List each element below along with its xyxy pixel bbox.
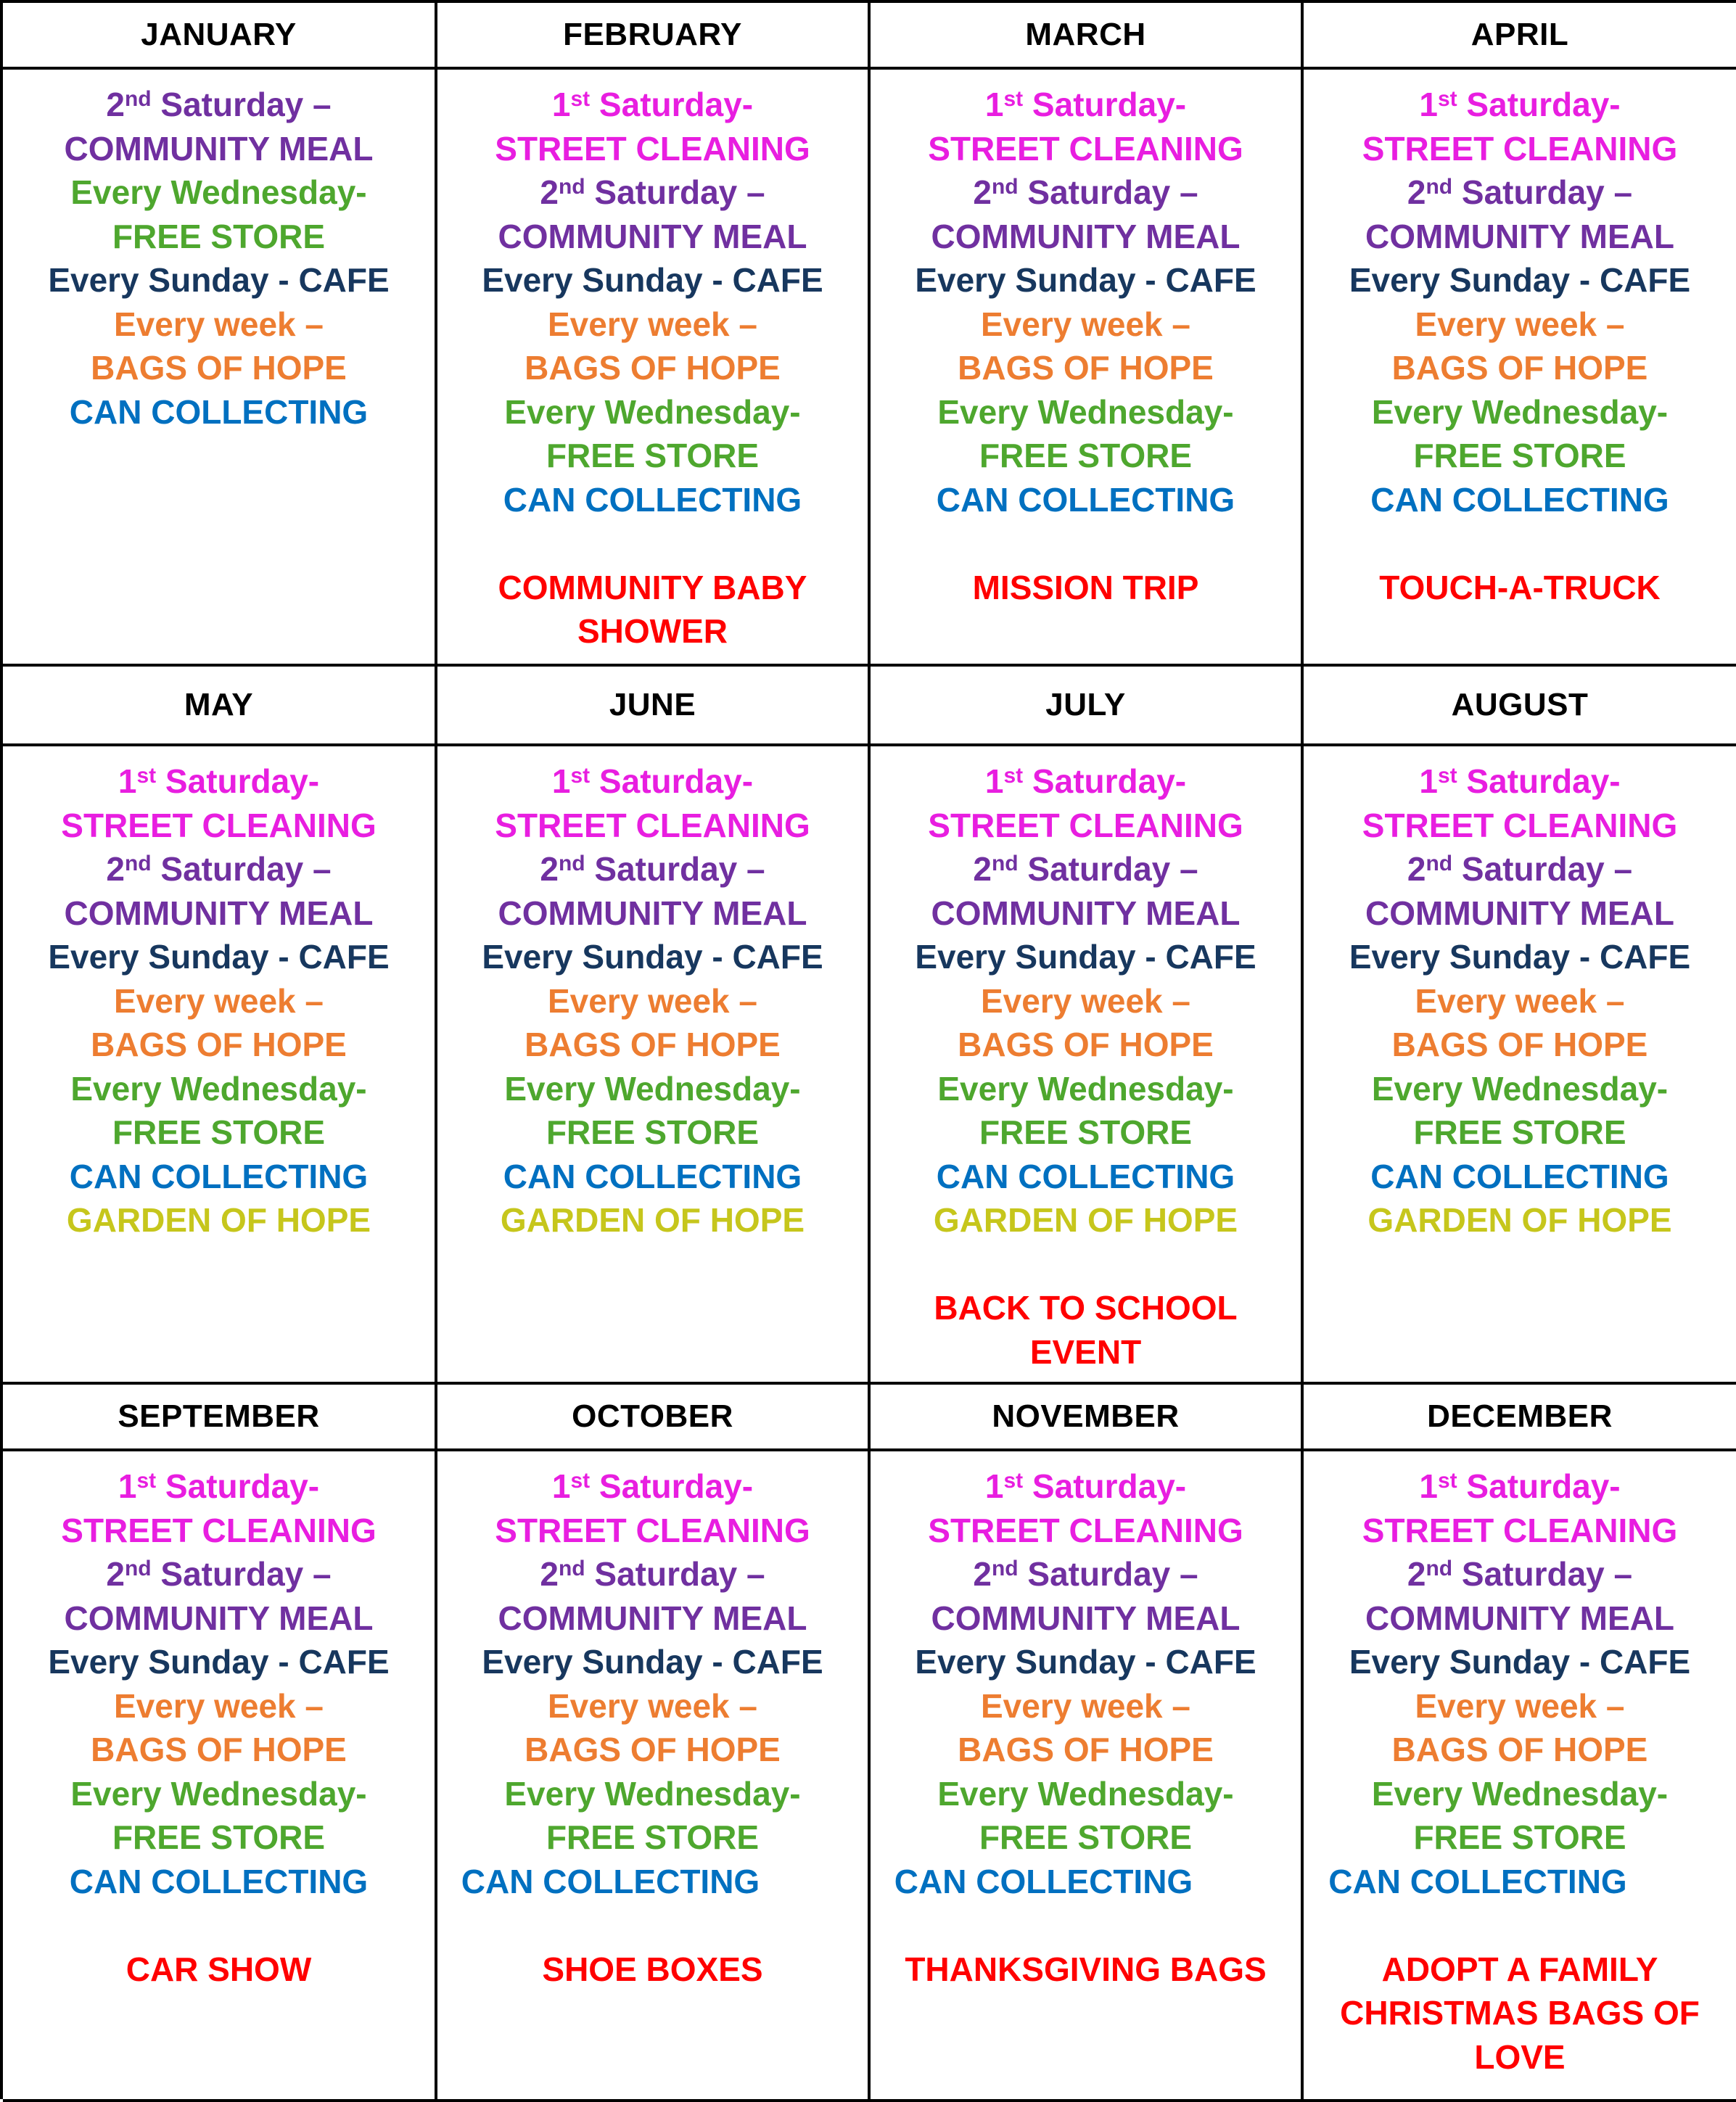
month-header-november: NOVEMBER	[871, 1385, 1304, 1451]
activity-line: FREE STORE	[546, 437, 760, 474]
ordinal-suffix: st	[1003, 87, 1024, 111]
activity-line: COMMUNITY MEAL	[498, 894, 807, 932]
activity-line: COMMUNITY MEAL	[931, 894, 1241, 932]
month-activities-january	[3, 70, 437, 667]
activity-line: FREE STORE	[546, 1113, 760, 1151]
activity-line: CAN COLLECTING	[936, 480, 1235, 519]
activity-line: Every week –	[1415, 1686, 1625, 1725]
activity-line: FREE STORE	[112, 1818, 326, 1856]
activity-line: COMMUNITY MEAL	[931, 217, 1241, 255]
activity-line: 1st Saturday-	[551, 86, 754, 123]
ordinal-suffix: st	[1437, 1469, 1457, 1493]
ordinal-suffix: nd	[1426, 852, 1453, 875]
line-spacer	[3, 1903, 435, 1948]
activity-line: FREE STORE	[1413, 1113, 1626, 1151]
special-event: SHOE BOXES	[542, 1950, 763, 1988]
special-event: LOVE	[1474, 2037, 1566, 2076]
activity-line: COMMUNITY MEAL	[1365, 1599, 1674, 1637]
activity-line: Every week –	[1415, 981, 1625, 1020]
month-activities-september	[3, 1451, 437, 2102]
activity-line: Every week –	[113, 1686, 324, 1725]
activity-line: 2nd Saturday –	[106, 1555, 332, 1593]
activity-line: GARDEN OF HOPE	[933, 1201, 1238, 1239]
activity-line: COMMUNITY MEAL	[64, 894, 374, 932]
line-spacer	[437, 1903, 868, 1948]
activity-line: FREE STORE	[112, 1113, 326, 1151]
activity-line: BAGS OF HOPE	[1391, 349, 1648, 387]
activity-line: BAGS OF HOPE	[524, 349, 781, 387]
activity-line: 1st Saturday-	[984, 762, 1187, 800]
activity-line: Every week –	[980, 305, 1190, 343]
ordinal-suffix: st	[1003, 1469, 1024, 1493]
activity-line: COMMUNITY MEAL	[498, 1599, 807, 1637]
ordinal-suffix: nd	[991, 175, 1019, 199]
activity-line: BAGS OF HOPE	[958, 1731, 1214, 1768]
activity-line: STREET CLEANING	[1362, 806, 1678, 844]
ordinal-suffix: nd	[1426, 175, 1453, 199]
activity-line: 1st Saturday-	[984, 1467, 1187, 1505]
month-activities-february	[437, 70, 871, 667]
ordinal-suffix: st	[136, 764, 157, 788]
ordinal-suffix: nd	[558, 175, 585, 199]
activity-line: BAGS OF HOPE	[958, 1026, 1214, 1063]
activity-line: Every Wednesday-	[70, 173, 367, 211]
activity-line: CAN COLLECTING	[69, 392, 369, 431]
ordinal-suffix: nd	[991, 1557, 1019, 1580]
activity-line: STREET CLEANING	[1362, 1511, 1678, 1549]
activity-line: COMMUNITY MEAL	[498, 217, 807, 255]
activity-line: STREET CLEANING	[928, 1511, 1243, 1549]
line-spacer	[1304, 522, 1736, 566]
activity-line: Every week –	[1415, 305, 1625, 343]
activity-line: 2nd Saturday –	[540, 1555, 765, 1593]
month-header-august: AUGUST	[1304, 667, 1736, 746]
activity-line: BAGS OF HOPE	[91, 1731, 347, 1768]
activity-line: Every Wednesday-	[1371, 1774, 1669, 1813]
activity-line: FREE STORE	[979, 437, 1193, 474]
activity-line: 1st Saturday-	[984, 86, 1187, 123]
activity-line: Every week –	[547, 981, 757, 1020]
activity-line: CAN COLLECTING	[1328, 1862, 1627, 1900]
ordinal-suffix: nd	[124, 87, 152, 111]
activity-line: Every Sunday - CAFE	[48, 938, 390, 976]
activity-line: 2nd Saturday –	[106, 850, 332, 888]
special-event: SHOWER	[577, 612, 728, 650]
month-header-october: OCTOBER	[437, 1385, 871, 1451]
activity-line: Every Wednesday-	[70, 1774, 367, 1813]
activity-line: BAGS OF HOPE	[91, 349, 347, 387]
activity-line: 1st Saturday-	[1419, 86, 1621, 123]
month-activities-may	[3, 746, 437, 1385]
activity-line: COMMUNITY MEAL	[64, 129, 374, 168]
activity-line: FREE STORE	[112, 217, 326, 255]
activity-line: Every week –	[113, 981, 324, 1020]
month-header-may: MAY	[3, 667, 437, 746]
ordinal-suffix: nd	[558, 852, 585, 875]
activity-line: Every Sunday - CAFE	[1349, 261, 1691, 299]
special-event: ADOPT A FAMILY	[1381, 1950, 1658, 1988]
activity-line: Every Sunday - CAFE	[915, 1643, 1256, 1681]
activity-line: Every Wednesday-	[504, 1069, 801, 1108]
activity-line: COMMUNITY MEAL	[1365, 217, 1674, 255]
ordinal-suffix: st	[136, 1469, 157, 1493]
month-activities-july	[871, 746, 1304, 1385]
activity-line: 2nd Saturday –	[106, 86, 332, 123]
month-activities-november	[871, 1451, 1304, 2102]
activity-line: FREE STORE	[1413, 1818, 1626, 1856]
special-event: THANKSGIVING BAGS	[905, 1950, 1267, 1988]
special-event: COMMUNITY BABY	[498, 568, 807, 606]
month-activities-august	[1304, 746, 1736, 1385]
activity-line: GARDEN OF HOPE	[66, 1201, 371, 1239]
activity-line: COMMUNITY MEAL	[1365, 894, 1674, 932]
activity-line: Every Wednesday-	[1371, 1069, 1669, 1108]
ordinal-suffix: nd	[991, 852, 1019, 875]
activity-line: 1st Saturday-	[551, 1467, 754, 1505]
month-activities-march	[871, 70, 1304, 667]
activity-line: STREET CLEANING	[928, 806, 1243, 844]
activity-line: STREET CLEANING	[495, 806, 810, 844]
activity-line: 2nd Saturday –	[540, 173, 765, 211]
activity-line: STREET CLEANING	[495, 1511, 810, 1549]
activity-line: CAN COLLECTING	[894, 1862, 1193, 1900]
ordinal-suffix: st	[1437, 87, 1457, 111]
activity-line: Every Wednesday-	[504, 392, 801, 431]
activity-line: STREET CLEANING	[928, 129, 1243, 168]
activity-line: Every week –	[980, 1686, 1190, 1725]
activity-line: Every Sunday - CAFE	[915, 261, 1256, 299]
activity-line: GARDEN OF HOPE	[1367, 1201, 1672, 1239]
activity-line: Every week –	[547, 1686, 757, 1725]
activity-line: FREE STORE	[979, 1818, 1193, 1856]
activity-line: FREE STORE	[546, 1818, 760, 1856]
activity-line: 2nd Saturday –	[973, 173, 1198, 211]
activity-line: 1st Saturday-	[551, 762, 754, 800]
activity-line: Every Sunday - CAFE	[482, 938, 823, 976]
activity-line: Every Wednesday-	[937, 1774, 1234, 1813]
activity-line: BAGS OF HOPE	[524, 1731, 781, 1768]
activity-line: BAGS OF HOPE	[524, 1026, 781, 1063]
activity-line: BAGS OF HOPE	[1391, 1026, 1648, 1063]
activity-line: 1st Saturday-	[118, 762, 320, 800]
month-header-december: DECEMBER	[1304, 1385, 1736, 1451]
activity-line: Every Wednesday-	[937, 392, 1234, 431]
activity-line: FREE STORE	[1413, 437, 1626, 474]
month-activities-april	[1304, 70, 1736, 667]
activity-line: STREET CLEANING	[61, 1511, 377, 1549]
activity-line: FREE STORE	[979, 1113, 1193, 1151]
activity-line: Every Wednesday-	[1371, 392, 1669, 431]
activity-line: 1st Saturday-	[1419, 1467, 1621, 1505]
activity-line: CAN COLLECTING	[936, 1157, 1235, 1195]
special-event: BACK TO SCHOOL	[934, 1289, 1238, 1327]
activity-line: CAN COLLECTING	[461, 1862, 760, 1900]
activity-line: STREET CLEANING	[61, 806, 377, 844]
ordinal-suffix: st	[570, 1469, 591, 1493]
line-spacer	[871, 522, 1301, 566]
activity-line: 2nd Saturday –	[540, 850, 765, 888]
special-event: CAR SHOW	[126, 1950, 312, 1988]
ordinal-suffix: st	[1003, 764, 1024, 788]
activity-line: 1st Saturday-	[118, 1467, 320, 1505]
ordinal-suffix: nd	[1426, 1557, 1453, 1580]
month-header-june: JUNE	[437, 667, 871, 746]
activity-line: CAN COLLECTING	[69, 1862, 369, 1900]
activity-line: Every Sunday - CAFE	[915, 938, 1256, 976]
month-header-july: JULY	[871, 667, 1304, 746]
activity-line: CAN COLLECTING	[503, 480, 802, 519]
line-spacer	[1304, 1903, 1736, 1948]
activity-line: STREET CLEANING	[495, 129, 810, 168]
special-event: EVENT	[1029, 1332, 1142, 1371]
activity-line: Every Wednesday-	[937, 1069, 1234, 1108]
activity-line: 2nd Saturday –	[1407, 173, 1633, 211]
ordinal-suffix: nd	[558, 1557, 585, 1580]
line-spacer	[437, 522, 868, 566]
activity-line: Every Wednesday-	[70, 1069, 367, 1108]
activity-line: Every week –	[113, 305, 324, 343]
activity-line: Every Sunday - CAFE	[1349, 1643, 1691, 1681]
special-event: TOUCH-A-TRUCK	[1379, 568, 1661, 606]
activity-line: BAGS OF HOPE	[1391, 1731, 1648, 1768]
ordinal-suffix: nd	[124, 852, 152, 875]
activity-line: CAN COLLECTING	[69, 1157, 369, 1195]
activity-line: Every Sunday - CAFE	[1349, 938, 1691, 976]
activity-line: Every Sunday - CAFE	[48, 1643, 390, 1681]
ordinal-suffix: st	[1437, 764, 1457, 788]
activity-line: Every Sunday - CAFE	[482, 261, 823, 299]
line-spacer	[871, 1903, 1301, 1948]
activity-line: Every week –	[547, 305, 757, 343]
ordinal-suffix: nd	[124, 1557, 152, 1580]
month-header-march: MARCH	[871, 3, 1304, 70]
ordinal-suffix: st	[570, 764, 591, 788]
month-header-january: JANUARY	[3, 3, 437, 70]
month-activities-october	[437, 1451, 871, 2102]
activity-line: COMMUNITY MEAL	[64, 1599, 374, 1637]
month-header-february: FEBRUARY	[437, 3, 871, 70]
ordinal-suffix: st	[570, 87, 591, 111]
activity-line: CAN COLLECTING	[503, 1157, 802, 1195]
activity-line: 2nd Saturday –	[1407, 850, 1633, 888]
month-header-april: APRIL	[1304, 3, 1736, 70]
activity-line: 1st Saturday-	[1419, 762, 1621, 800]
special-event: CHRISTMAS BAGS OF	[1340, 1994, 1700, 2032]
activity-line: Every week –	[980, 981, 1190, 1020]
activity-line: COMMUNITY MEAL	[931, 1599, 1241, 1637]
activity-line: CAN COLLECTING	[1370, 480, 1669, 519]
activity-line: Every Sunday - CAFE	[482, 1643, 823, 1681]
month-header-september: SEPTEMBER	[3, 1385, 437, 1451]
month-activities-june	[437, 746, 871, 1385]
activity-line: Every Sunday - CAFE	[48, 261, 390, 299]
special-event: MISSION TRIP	[972, 568, 1199, 606]
line-spacer	[871, 1242, 1301, 1287]
activity-line: BAGS OF HOPE	[958, 349, 1214, 387]
month-activities-december	[1304, 1451, 1736, 2102]
activity-line: 2nd Saturday –	[973, 850, 1198, 888]
activity-line: 2nd Saturday –	[973, 1555, 1198, 1593]
activity-line: BAGS OF HOPE	[91, 1026, 347, 1063]
activity-line: 2nd Saturday –	[1407, 1555, 1633, 1593]
activity-line: Every Wednesday-	[504, 1774, 801, 1813]
activity-line: CAN COLLECTING	[1370, 1157, 1669, 1195]
activity-line: GARDEN OF HOPE	[500, 1201, 805, 1239]
activity-line: STREET CLEANING	[1362, 129, 1678, 168]
